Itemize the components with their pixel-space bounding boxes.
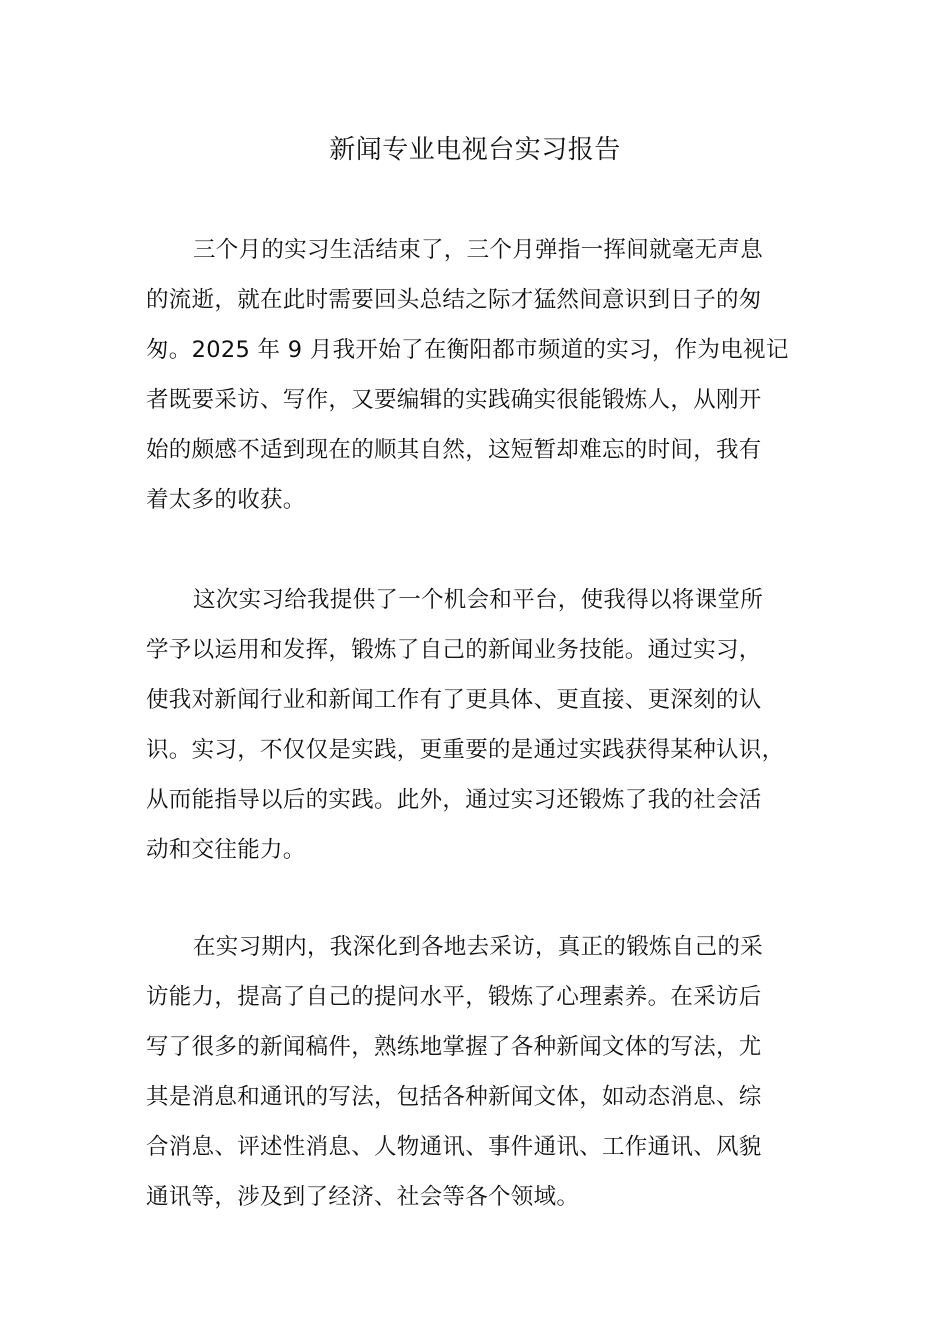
- paragraph-line: 识。实习，不仅仅是实践，更重要的是通过实践获得某种认识，: [146, 737, 785, 763]
- paragraph-line: 着太多的收获。: [146, 487, 306, 513]
- document-title: 新闻专业电视台实习报告: [329, 135, 621, 165]
- paragraph-line: 的流逝，就在此时需要回头总结之际才猛然间意识到日子的匆: [146, 287, 762, 313]
- paragraph-line: 写了很多的新闻稿件，熟练地掌握了各种新闻文体的写法，尤: [146, 1034, 762, 1060]
- paragraph-line: 匆。2025 年 9 月我开始了在衡阳都市频道的实习，作为电视记: [146, 337, 789, 363]
- paragraph-line: 通讯等，涉及到了经济、社会等各个领域。: [146, 1184, 580, 1210]
- paragraph-1: [146, 225, 816, 525]
- paragraph-line: 三个月的实习生活结束了，三个月弹指一挥间就毫无声息: [193, 237, 764, 263]
- paragraph-line: 在实习期内，我深化到各地去采访，真正的锻炼自己的采: [193, 934, 764, 960]
- paragraph-2: [146, 575, 816, 875]
- paragraph-line: 其是消息和通讯的写法，包括各种新闻文体，如动态消息、综: [146, 1084, 762, 1110]
- paragraph-line: 合消息、评述性消息、人物通讯、事件通讯、工作通讯、风貌: [146, 1134, 762, 1160]
- paragraph-3: [146, 922, 816, 1222]
- paragraph-line: 动和交往能力。: [146, 837, 306, 863]
- paragraph-line: 始的颇感不适到现在的顺其自然，这短暂却难忘的时间，我有: [146, 437, 762, 463]
- paragraph-line: 从而能指导以后的实践。此外，通过实习还锻炼了我的社会活: [146, 787, 762, 813]
- paragraph-line: 访能力，提高了自己的提问水平，锻炼了心理素养。在采访后: [146, 984, 762, 1010]
- paragraph-line: 这次实习给我提供了一个机会和平台，使我得以将课堂所: [193, 587, 764, 613]
- paragraph-line: 者既要采访、写作，又要编辑的实践确实很能锻炼人，从刚开: [146, 387, 762, 413]
- paragraph-line: 使我对新闻行业和新闻工作有了更具体、更直接、更深刻的认: [146, 687, 762, 713]
- paragraph-line: 学予以运用和发挥，锻炼了自己的新闻业务技能。通过实习，: [146, 637, 762, 663]
